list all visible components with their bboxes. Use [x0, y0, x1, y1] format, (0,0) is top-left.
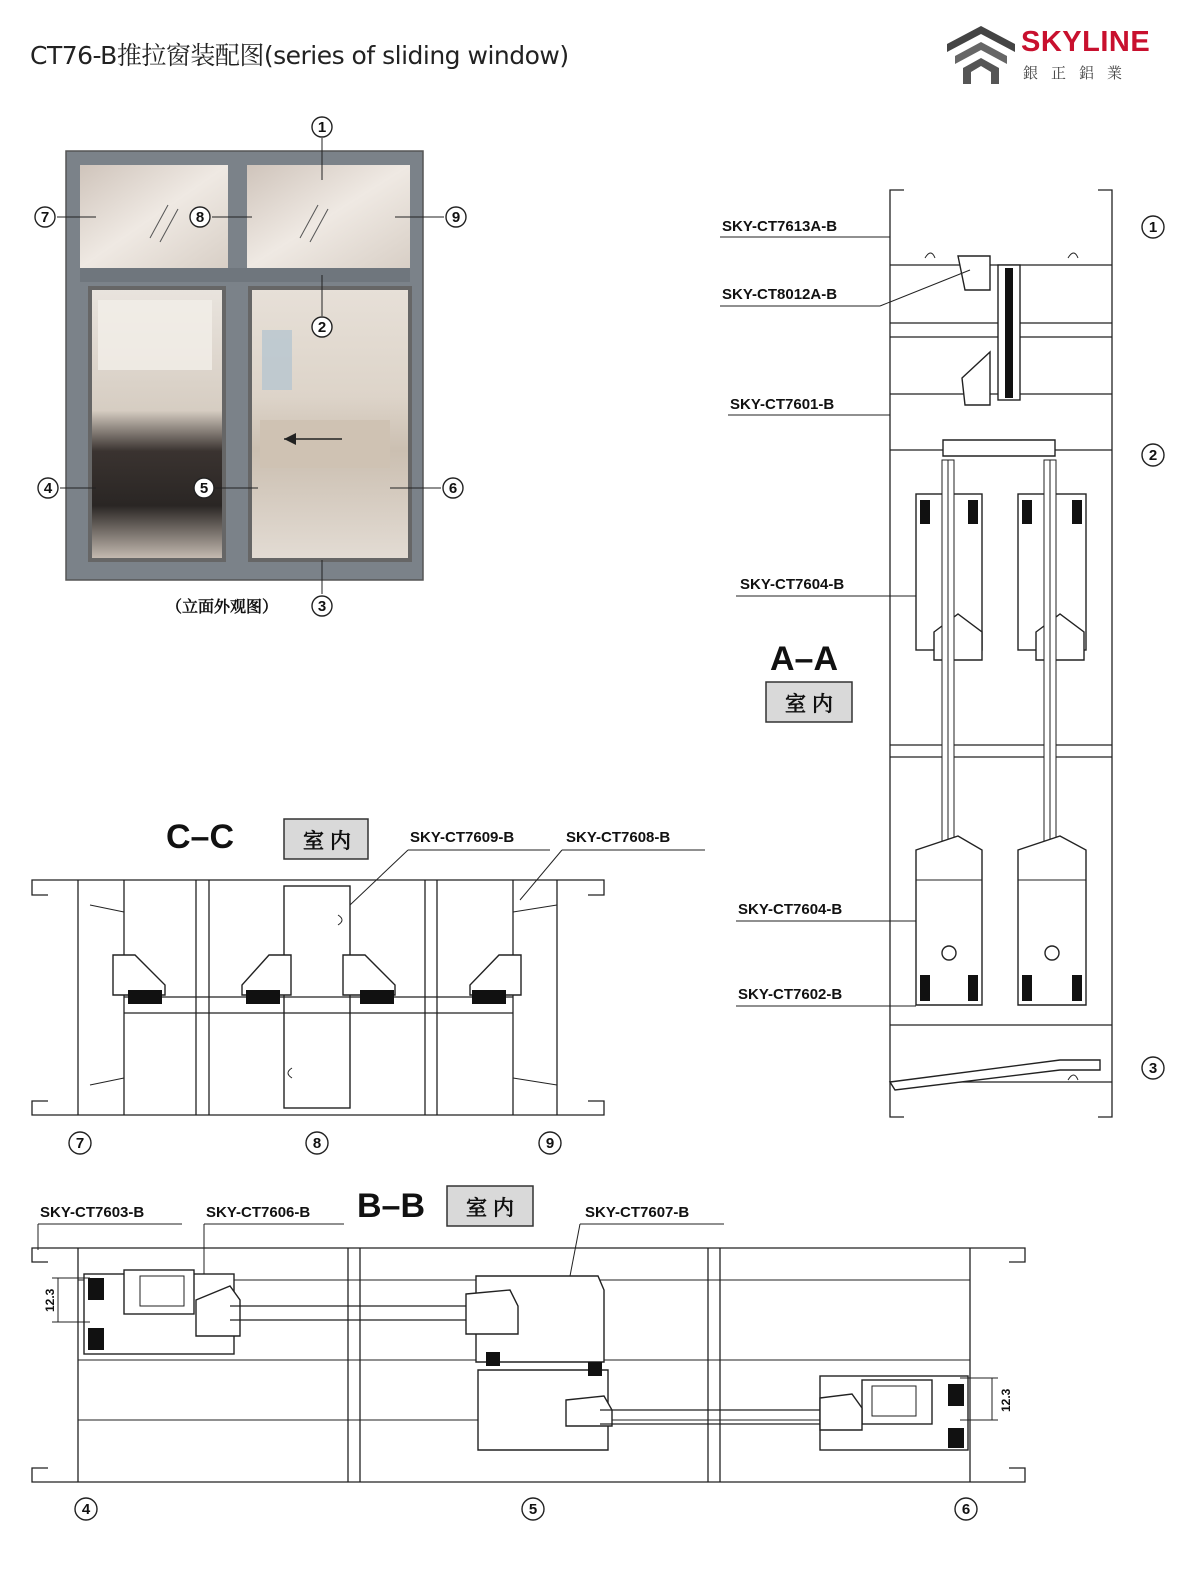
bb-room-label: 室内 — [466, 1196, 520, 1220]
section-b-b — [32, 1186, 1025, 1520]
svg-text:4: 4 — [81, 1501, 91, 1518]
aa-part-label-5: SKY-CT7604-B — [738, 901, 843, 918]
aa-part-label-4: SKY-CT7604-B — [740, 576, 845, 593]
svg-text:1: 1 — [317, 119, 327, 136]
svg-text:4: 4 — [43, 480, 53, 497]
aa-section-title: A–A — [770, 640, 839, 678]
svg-text:9: 9 — [451, 209, 461, 226]
bb-part-label-1: SKY-CT7603-B — [40, 1204, 145, 1221]
elev-marker-4 — [38, 478, 58, 498]
aa-part-label-6: SKY-CT7602-B — [738, 986, 843, 1003]
aa-part-label-3: SKY-CT7601-B — [730, 396, 835, 413]
elev-marker-1 — [312, 117, 332, 137]
aa-part-label-1: SKY-CT7613A-B — [722, 218, 838, 235]
svg-text:7: 7 — [75, 1135, 85, 1152]
aa-part-label-2: SKY-CT8012A-B — [722, 286, 838, 303]
cc-marker-9 — [539, 1132, 561, 1154]
bb-marker-4 — [75, 1498, 97, 1520]
page-title: CT76-B推拉窗装配图(series of sliding window) — [30, 41, 569, 70]
svg-text:8: 8 — [312, 1135, 322, 1152]
elev-marker-8 — [190, 207, 210, 227]
cc-marker-7 — [69, 1132, 91, 1154]
bb-dimension-right: 12.3 — [999, 1388, 1013, 1412]
svg-text:5: 5 — [199, 480, 209, 497]
bb-section-title: B–B — [357, 1187, 426, 1225]
bb-marker-5 — [522, 1498, 544, 1520]
svg-text:8: 8 — [195, 209, 205, 226]
svg-text:1: 1 — [1148, 219, 1158, 236]
svg-text:7: 7 — [40, 209, 50, 226]
logo-subtitle: 銀正鋁業 — [1023, 64, 1136, 82]
elev-marker-7 — [35, 207, 55, 227]
elev-marker-9 — [446, 207, 466, 227]
section-a-a — [720, 190, 1164, 1117]
elev-marker-2 — [312, 317, 332, 337]
bb-part-label-2: SKY-CT7606-B — [206, 1204, 311, 1221]
svg-text:2: 2 — [317, 319, 327, 336]
svg-text:9: 9 — [545, 1135, 555, 1152]
svg-text:3: 3 — [1148, 1060, 1158, 1077]
section-c-c — [32, 818, 705, 1154]
elev-marker-6 — [443, 478, 463, 498]
bb-dimension-left: 12.3 — [43, 1288, 57, 1312]
svg-text:6: 6 — [961, 1501, 971, 1518]
cc-marker-8 — [306, 1132, 328, 1154]
svg-text:2: 2 — [1148, 447, 1158, 464]
svg-text:6: 6 — [448, 480, 458, 497]
aa-room-label: 室内 — [785, 692, 839, 716]
logo-name: SKYLINE — [1021, 26, 1151, 58]
cc-room-label: 室内 — [303, 829, 357, 853]
aa-marker-2 — [1142, 444, 1164, 466]
svg-text:5: 5 — [528, 1501, 538, 1518]
bb-part-label-3: SKY-CT7607-B — [585, 1204, 690, 1221]
elevation-view — [35, 117, 466, 616]
svg-text:3: 3 — [317, 598, 327, 615]
cc-part-label-1: SKY-CT7609-B — [410, 829, 515, 846]
elev-marker-3 — [312, 596, 332, 616]
cc-section-title: C–C — [166, 818, 235, 856]
elevation-caption: （立面外观图） — [166, 597, 279, 616]
elev-marker-5 — [194, 478, 214, 498]
aa-marker-1 — [1142, 216, 1164, 238]
aa-marker-3 — [1142, 1057, 1164, 1079]
cc-part-label-2: SKY-CT7608-B — [566, 829, 671, 846]
bb-marker-6 — [955, 1498, 977, 1520]
